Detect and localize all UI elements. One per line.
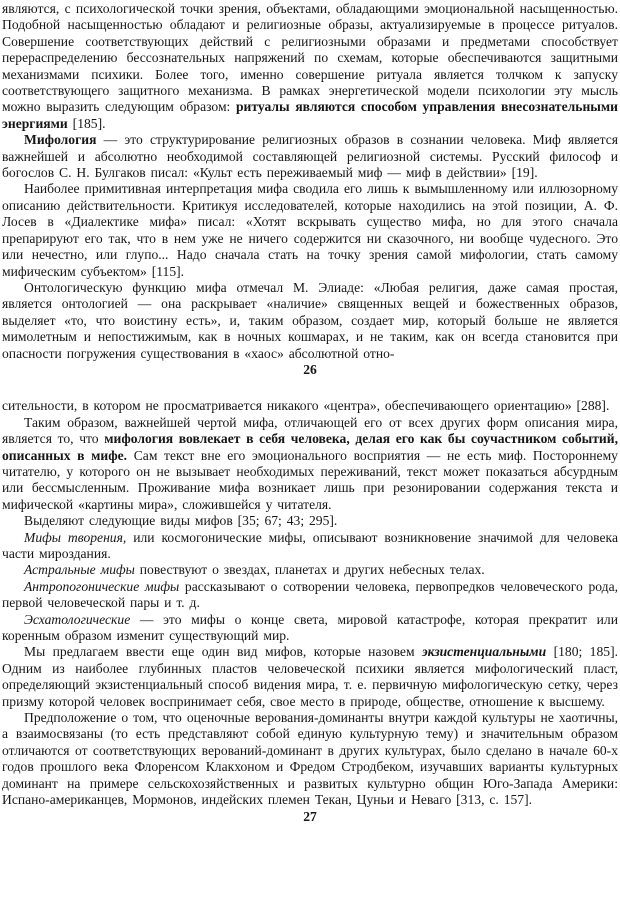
paragraph bbox=[2, 132, 618, 181]
paragraph bbox=[2, 415, 618, 513]
text-run: Мы предлагаем ввести еще один вид мифов, которые назовем bbox=[24, 644, 422, 660]
text-run: повествуют о звездах, планетах и других небесных телах. bbox=[134, 562, 485, 578]
text-run: Таким образом, важнейшей чертой мифа, отличающей его от всех других форм описания мира, является то, что bbox=[2, 414, 618, 447]
text-run: или космогонические мифы, описывают возникновение значимой для человека части мироздания. bbox=[2, 529, 618, 561]
page-27-block bbox=[2, 398, 618, 825]
text-run: Эсхатологические bbox=[24, 611, 131, 627]
text-run: мифология вовлекает в себя человека, делая его как бы соучастником событий, описанных в мифе. bbox=[2, 431, 618, 463]
text-run: Предположение о том, что оценочные верования-доминанты внутри каждой культуры не хаотичны, а взаимосвязаны (то есть представляют собой единую культурную тему) и значительным образом отличаются от соответствующих верований-доминант в других культурах, было сделано в начале 60-х годов прошлого века Флоренсом Клакхоном и Фредом Стродбеком, изучавших варианты культурных доминант на примере сельскохозяйственных и развитых культурно общин Юго-Запада Америки: Испано-американцев, Мормонов, индейских племен Текан, Цуньи и Неваго [313, с. 157]. bbox=[2, 710, 618, 808]
paragraph bbox=[2, 398, 618, 414]
text-run: являются, с психологической точки зрения, объектами, обладающими эмоциональной насыщенностью. Подобной насыщенностью обладают и религиозные образы, актуализируемые в процессе ритуалов. Совершение соответствующих действий с религиозными образами и предметами способствует перераспределению бессознательных напряжений по схемам, которые обеспечиваются защитными механизмами психики. Более того, именно совершение ритуала является толчком к запуску соответствующего защитного механизма. В рамках энергетической модели психологии эту мысль можно выразить следующим образом: bbox=[2, 1, 618, 115]
paragraph bbox=[2, 1, 618, 132]
text-run: Онтологическую функцию мифа отмечал М. Элиаде: «Любая религия, даже самая простая, является онтологией — она раскрывает «наличие» священных вещей и божественных образов, выделяет «то, что воистину есть», и, таким образом, создает мир, который больше не является мимолетным и непостижимым, как в ночных кошмарах, и не таким, как он всегда становится при опасности погружения существования в «хаос» абсолютной отно- bbox=[2, 279, 618, 361]
page-26-block bbox=[2, 1, 618, 378]
text-run: экзистенциальными bbox=[421, 644, 547, 660]
page-26-text bbox=[2, 1, 618, 362]
text-run: Выделяют следующие виды мифов [35; 67; 43; 295]. bbox=[24, 513, 338, 529]
paragraph bbox=[2, 644, 618, 710]
text-run: Наиболее примитивная интерпретация мифа сводила его лишь к вымышленному или иллюзорному описанию действительности. Критикуя исследователей, которые находились на этой позиции, А. Ф. Лосев в «Диалектике мифа» писал: «Хотят вскрывать существо мифа, но для этого сначала препарируют его так, что в нем уже не ничего содержится ни сказочного, ни вообще чудесного. Это или нечестно, или глупо... Надо сначала стать на точку зрения самой мифологии, стать самому мифическим субъектом» [115]. bbox=[2, 181, 618, 279]
paragraph bbox=[2, 562, 618, 578]
page-27-number: 27 bbox=[303, 808, 317, 824]
paragraph bbox=[2, 530, 618, 563]
paragraph bbox=[2, 710, 618, 808]
text-run: — это мифы о конце света, мировой катастрофе, которая прекратит или коренным образом изменит существующий мир. bbox=[2, 611, 618, 644]
text-run: — это структурирование религиозных образов в сознании человека. Миф является важнейшей и абсолютно необходимой составляющей религиозной системы. Русский философ и богослов С. Н. Булгаков писал: «Культ есть переживаемый миф — миф в действии» [19]. bbox=[2, 132, 618, 181]
text-run: Антропогонические мифы bbox=[24, 578, 180, 594]
text-run: Сам текст вне его эмоционального восприятия — не есть миф. Постороннему читателю, у которого он не вызывает необходимых переживаний, текст может показаться абсурдным или бессмысленным. Проживание мифа возникает лишь при резонировании содержания текста и мифической «картины мира», сложившейся у читателя. bbox=[2, 447, 618, 512]
paragraph bbox=[2, 181, 618, 279]
text-run: рассказывают о сотворении человека, первопредков человеческого рода, первой человеческой пары и т. д. bbox=[2, 578, 619, 611]
paragraph bbox=[2, 579, 618, 612]
paragraph bbox=[2, 280, 618, 362]
text-run: Мифология bbox=[24, 132, 97, 148]
page-26-number: 26 bbox=[303, 361, 317, 377]
paragraph bbox=[2, 513, 618, 529]
text-run: ритуалы являются способом управления внесознательными энергиями bbox=[2, 99, 618, 131]
page-27-text bbox=[2, 398, 618, 808]
text-run: Астральные мифы bbox=[24, 562, 135, 578]
text-run: Мифы творения, bbox=[24, 529, 127, 545]
paragraph bbox=[2, 612, 618, 645]
text-run: [185]. bbox=[67, 115, 106, 131]
text-run: сительности, в котором не просматривается никакого «центра», обеспечивающего ориентацию» [288]. bbox=[2, 398, 610, 414]
text-run: [180; 185]. Одним из наиболее глубинных пластов человеческой психики является мифологический пласт, определяющий экзистенциальный способ видения мира, т. е. первичную мифологическую сетку, через призму которой человек воспринимает себя, свое место в природе, обществе, отношение к высшему. bbox=[2, 644, 618, 709]
